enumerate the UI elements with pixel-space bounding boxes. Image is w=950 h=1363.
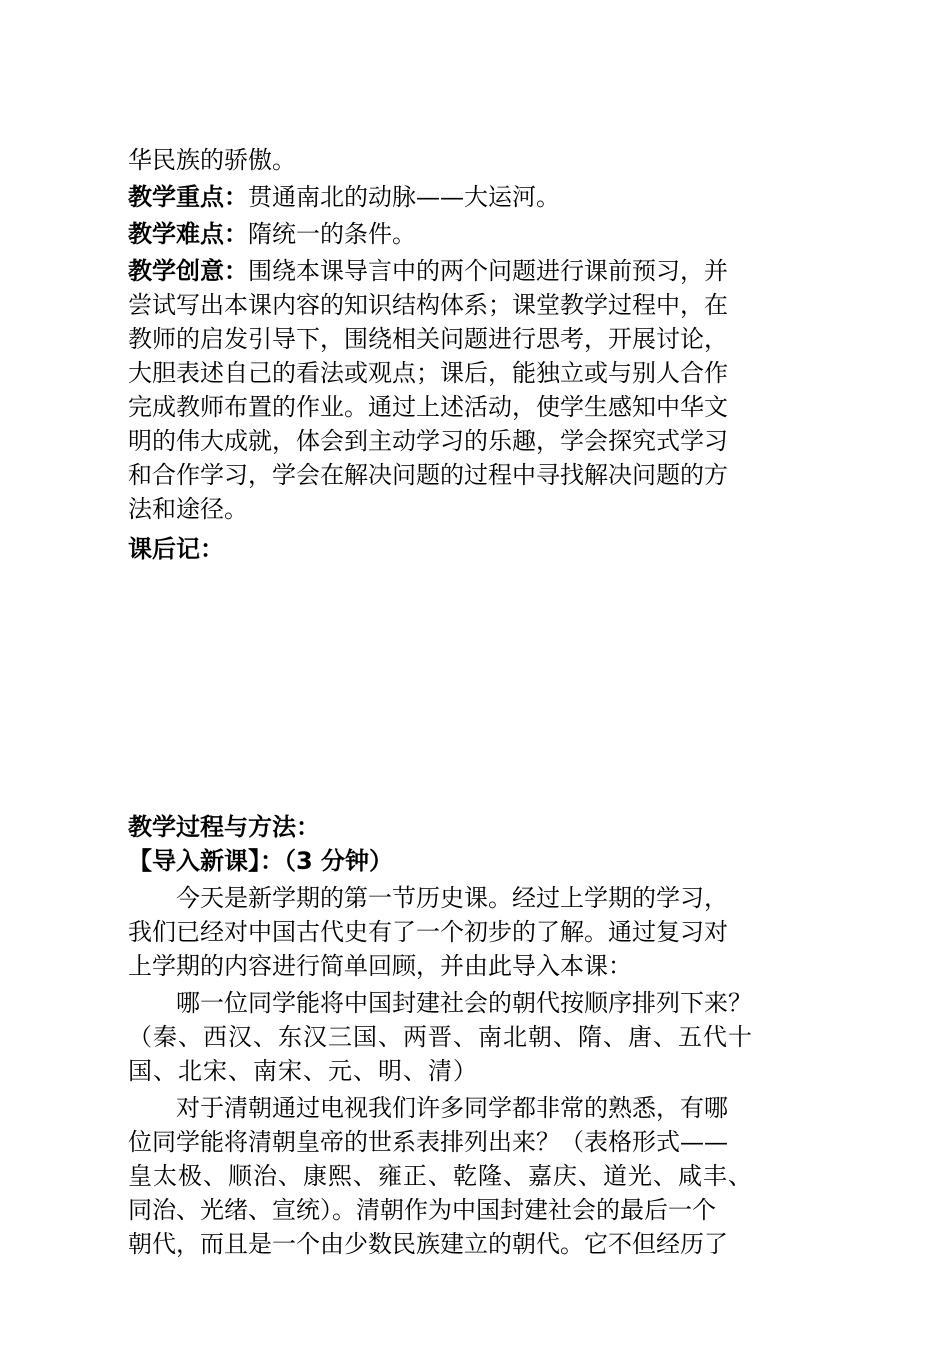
- para2-line-3: 国、北宋、南宋、元、明、清）: [128, 1057, 478, 1085]
- key-point-text: 贯通南北的动脉——大运河。: [248, 183, 560, 211]
- difficulty-line: [128, 217, 828, 251]
- difficulty-label: 教学难点：: [128, 220, 248, 248]
- process-heading-label: 教学过程与方法：: [128, 813, 320, 841]
- key-point-label: 教学重点：: [128, 183, 248, 211]
- para1-line-2: 我们已经对中国古代史有了一个初步的了解。通过复习对: [128, 918, 728, 946]
- para1-line-1: 今天是新学期的第一节历史课。经过上学期的学习，: [176, 884, 728, 912]
- para2-line-1: 哪一位同学能将中国封建社会的朝代按顺序排列下来？: [176, 989, 752, 1017]
- intro-section-heading: 【导入新课】：（3 分钟）: [128, 847, 394, 875]
- creativity-label: 教学创意：: [128, 257, 248, 285]
- creativity-line-1: [128, 254, 828, 288]
- creativity-line-3: 教师的启发引导下，围绕相关问题进行思考，开展讨论，: [128, 325, 728, 353]
- creativity-line-7: 和合作学习，学会在解决问题的过程中寻找解决问题的方: [128, 461, 728, 489]
- creativity-line-6: 明的伟大成就，体会到主动学习的乐趣，学会探究式学习: [128, 427, 728, 455]
- creativity-line-2: 尝试写出本课内容的知识结构体系；课堂教学过程中，在: [128, 291, 728, 319]
- postscript-label: 课后记：: [128, 535, 224, 563]
- creativity-text: 围绕本课导言中的两个问题进行课前预习，并: [248, 257, 728, 285]
- para3-line-4: 同治、光绪、宣统）。清朝作为中国封建社会的最后一个: [128, 1196, 716, 1224]
- key-point-line: [128, 180, 828, 214]
- difficulty-text: 隋统一的条件。: [248, 220, 416, 248]
- para2-line-2: （秦、西汉、东汉三国、两晋、南北朝、隋、唐、五代十: [128, 1023, 753, 1051]
- intro-tail-line: 华民族的骄傲。: [128, 146, 296, 174]
- para3-line-2: 位同学能将清朝皇帝的世系表排列出来？（表格形式——: [128, 1128, 728, 1156]
- process-heading: [128, 810, 828, 844]
- para3-line-5: 朝代，而且是一个由少数民族建立的朝代。它不但经历了: [128, 1230, 728, 1258]
- creativity-line-5: 完成教师布置的作业。通过上述活动，使学生感知中华文: [128, 393, 728, 421]
- postscript-line: [128, 532, 828, 566]
- creativity-line-8: 法和途径。: [128, 495, 248, 523]
- para3-line-3: 皇太极、顺治、康熙、雍正、乾隆、嘉庆、道光、咸丰、: [128, 1162, 753, 1190]
- para3-line-1: 对于清朝通过电视我们许多同学都非常的熟悉，有哪: [176, 1094, 728, 1122]
- para1-line-3: 上学期的内容进行简单回顾，并由此导入本课：: [128, 952, 632, 980]
- creativity-line-4: 大胆表述自己的看法或观点；课后，能独立或与别人合作: [128, 359, 728, 387]
